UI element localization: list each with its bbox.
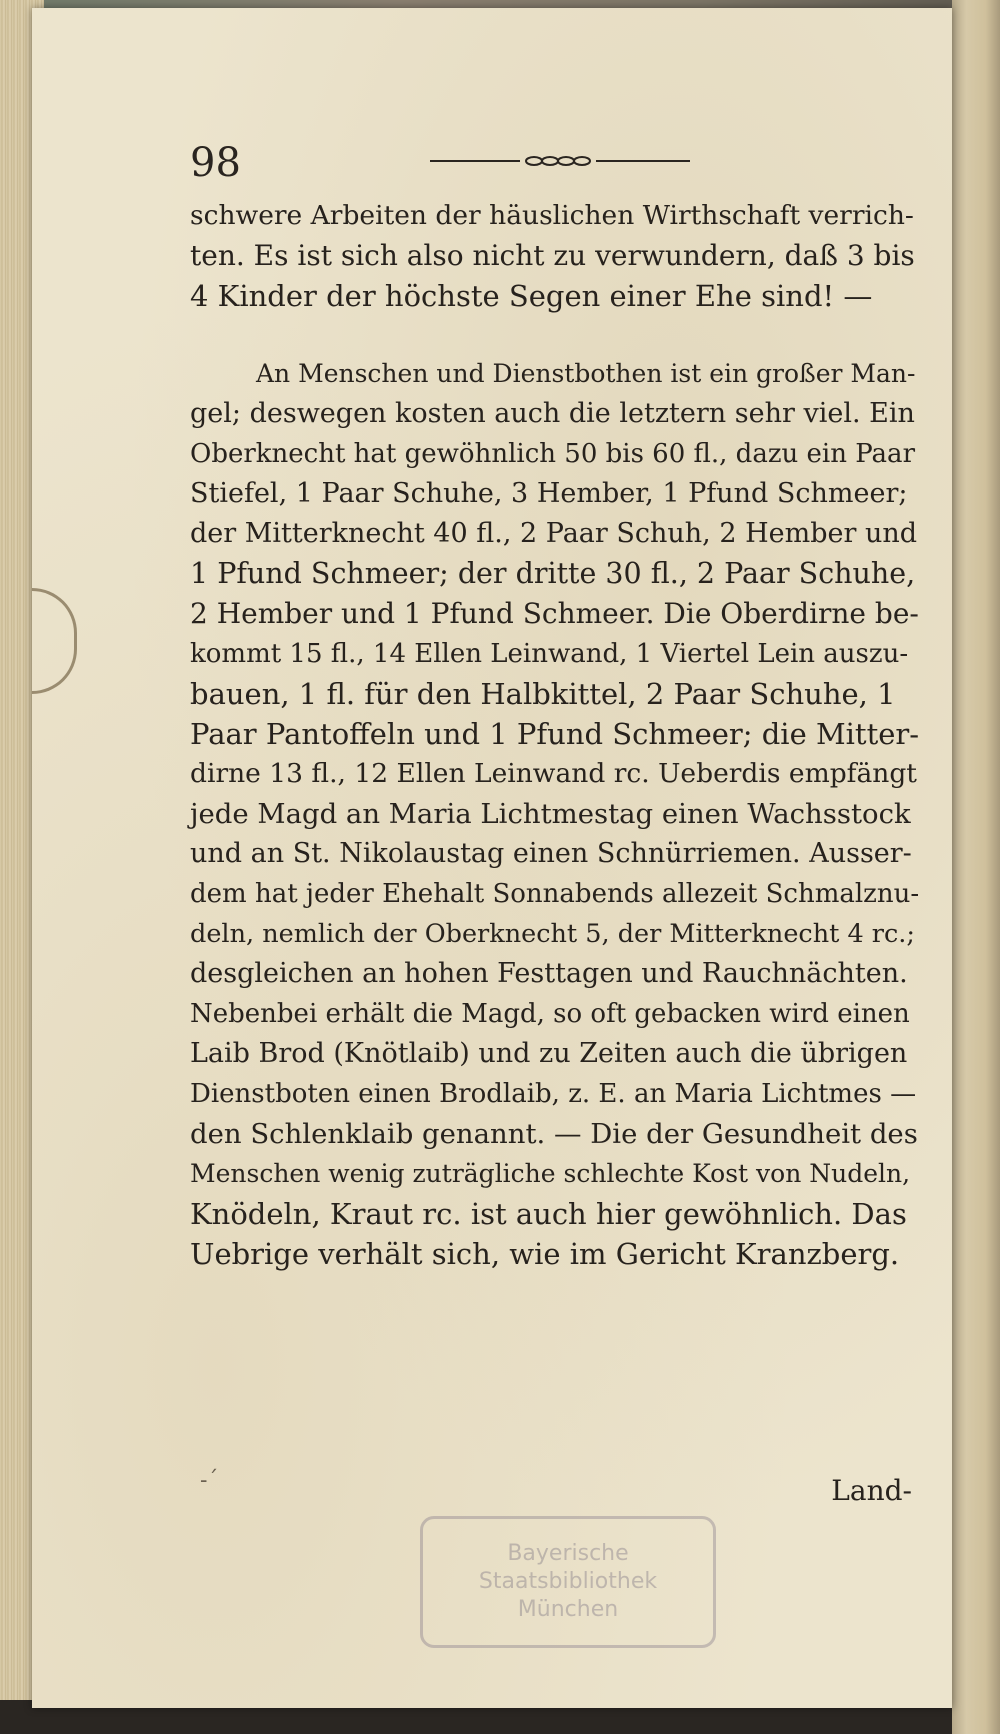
text-line: dirne 13 fl., 12 Ellen Leinwand rc. Ueberdis empfängt	[190, 758, 917, 789]
catchword: Land-	[831, 1474, 912, 1507]
text-line: An Menschen und Dienstbothen ist ein großer Man-	[256, 359, 916, 388]
clasp-outline	[32, 588, 77, 694]
text-line: Nebenbei erhält die Magd, so oft gebacken wird einen	[190, 999, 910, 1029]
text-line: den Schlenklaib genannt. — Die der Gesundheit des	[190, 1118, 918, 1150]
text-line: der Mitterknecht 40 fl., 2 Paar Schuh, 2 Hember und	[190, 518, 918, 549]
text-line: deln, nemlich der Oberknecht 5, der Mitterknecht 4 rc.;	[190, 919, 915, 949]
page-mark: -´	[200, 1468, 219, 1493]
text-line: Laib Brod (Knötlaib) und zu Zeiten auch die übrigen	[190, 1038, 908, 1069]
text-line: gel; deswegen kosten auch die letztern sehr viel. Ein	[190, 398, 915, 429]
paragraph-gap	[190, 316, 920, 354]
text-line: Oberknecht hat gewöhnlich 50 bis 60 fl., dazu ein Paar	[190, 439, 915, 469]
text-line: kommt 15 fl., 14 Ellen Leinwand, 1 Viertel Lein auszu-	[190, 639, 909, 669]
stamp-line: Bayerische	[507, 1541, 629, 1566]
text-line: 1 Pfund Schmeer; der dritte 30 fl., 2 Paar Schuhe,	[190, 557, 916, 590]
text-line: 2 Hember und 1 Pfund Schmeer. Die Oberdirne be-	[190, 597, 919, 630]
text-line: ten. Es ist sich also nicht zu verwundern, daß 3 bis	[190, 239, 915, 272]
text-line: Menschen wenig zuträgliche schlechte Kost von Nudeln,	[190, 1159, 911, 1188]
stamp-line: Staatsbibliothek	[478, 1569, 658, 1594]
text-line: Knödeln, Kraut rc. ist auch hier gewöhnlich. Das	[190, 1197, 907, 1231]
text-line: jede Magd an Maria Lichtmestag einen Wachsstock	[190, 798, 911, 830]
text-line: und an St. Nikolaustag einen Schnürriemen. Ausser-	[190, 838, 912, 869]
body-text	[190, 196, 920, 1274]
text-line: 4 Kinder der höchste Segen einer Ehe sind! —	[190, 279, 873, 313]
text-line: schwere Arbeiten der häuslichen Wirthschaft verrich-	[190, 200, 914, 231]
ornament-rule	[430, 154, 690, 168]
text-line: Uebrige verhält sich, wie im Gericht Kranzberg.	[190, 1237, 900, 1271]
stamp-line: München	[517, 1597, 619, 1622]
text-line: Paar Pantoffeln und 1 Pfund Schmeer; die Mitter-	[190, 717, 920, 751]
text-line: bauen, 1 fl. für den Halbkittel, 2 Paar Schuhe, 1	[190, 677, 896, 711]
page-edge-right	[952, 0, 1000, 1734]
text-line: Stiefel, 1 Paar Schuhe, 3 Hember, 1 Pfund Schmeer;	[190, 478, 908, 509]
text-line: Dienstboten einen Brodlaib, z. E. an Maria Lichtmes —	[190, 1079, 917, 1109]
library-stamp	[420, 1516, 716, 1648]
page-number: 98	[190, 140, 241, 186]
text-line: desgleichen an hohen Festtagen und Rauchnächten.	[190, 958, 908, 989]
text-line: dem hat jeder Ehehalt Sonnabends allezeit Schmalznu-	[190, 879, 920, 909]
